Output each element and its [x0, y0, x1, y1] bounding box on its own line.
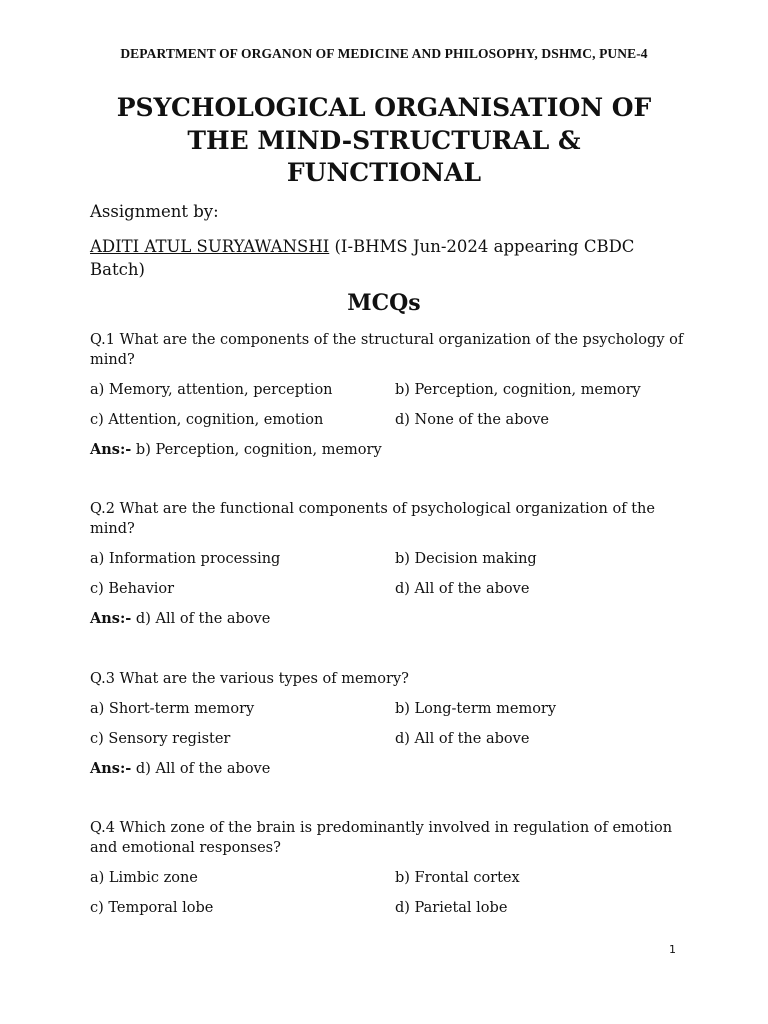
question-text: Q.1 What are the components of the structural organization of the psychology of mind?	[90, 332, 684, 368]
answer-label: Ans:-	[90, 610, 132, 627]
answer-line	[90, 759, 270, 779]
answer-text: d) All of the above	[131, 761, 271, 777]
author-line	[90, 235, 690, 281]
option-c: c) Behavior	[90, 581, 175, 597]
option-b: b) Decision making	[395, 551, 537, 567]
option-b: b) Long-term memory	[395, 701, 557, 717]
option-b: b) Frontal cortex	[395, 870, 520, 886]
answer-label: Ans:-	[90, 760, 132, 777]
question-text: Q.4 Which zone of the brain is predominantly involved in regulation of emotion and emotional responses?	[90, 820, 673, 856]
option-b: b) Perception, cognition, memory	[395, 382, 641, 398]
author-detail: (I-BHMS Jun-2024 appearing CBDC Batch)	[90, 237, 635, 279]
section-heading: MCQs	[347, 290, 421, 316]
option-a: a) Short-term memory	[90, 701, 255, 717]
document-title: PSYCHOLOGICAL ORGANISATION OF THE MIND-STRUCTURAL & FUNCTIONAL	[116, 93, 652, 187]
answer-text: d) All of the above	[131, 611, 271, 627]
author-name: ADITI ATUL SURYAWANSHI	[90, 237, 330, 256]
answer-label: Ans:-	[90, 441, 132, 458]
answer-line	[90, 440, 382, 460]
option-c: c) Attention, cognition, emotion	[90, 412, 324, 428]
option-d: d) Parietal lobe	[395, 900, 508, 916]
option-d: d) None of the above	[395, 412, 549, 428]
option-a: a) Memory, attention, perception	[90, 382, 333, 398]
option-d: d) All of the above	[395, 581, 530, 597]
assignment-label: Assignment by:	[90, 202, 219, 221]
option-d: d) All of the above	[395, 731, 530, 747]
answer-line	[90, 609, 270, 629]
answer-text: b) Perception, cognition, memory	[131, 442, 382, 458]
option-c: c) Temporal lobe	[90, 900, 214, 916]
page-number: 1	[669, 943, 676, 956]
question-text: Q.2 What are the functional components of psychological organization of the mind?	[90, 501, 655, 537]
department-header: DEPARTMENT OF ORGANON OF MEDICINE AND PHILOSOPHY, DSHMC, PUNE-4	[120, 46, 648, 61]
option-a: a) Limbic zone	[90, 870, 198, 886]
option-c: c) Sensory register	[90, 731, 231, 747]
option-a: a) Information processing	[90, 551, 281, 567]
question-text: Q.3 What are the various types of memory?	[90, 671, 409, 687]
